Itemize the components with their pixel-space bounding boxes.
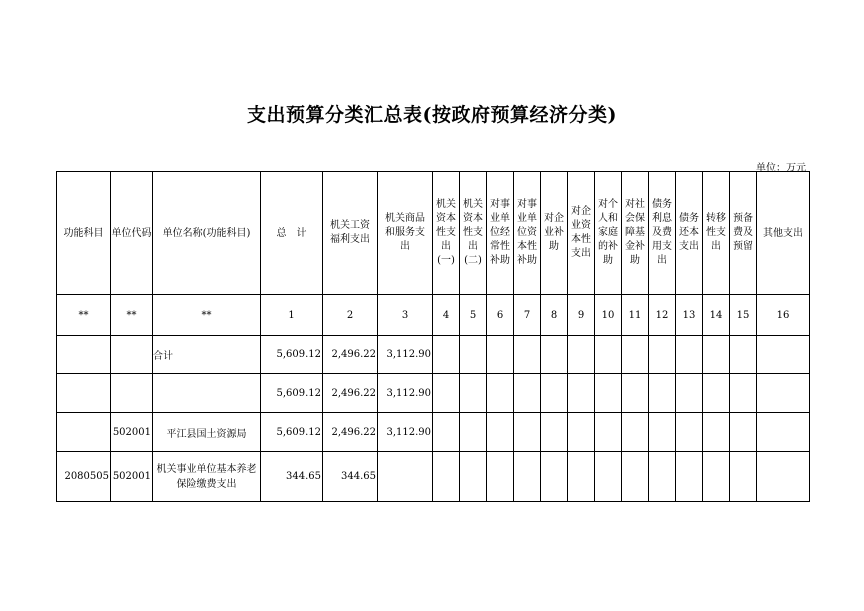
table-cell bbox=[676, 374, 703, 413]
unit-label: 单位：万元 bbox=[756, 163, 806, 174]
table-cell bbox=[757, 374, 810, 413]
table-cell bbox=[487, 336, 514, 374]
index-cell: 10 bbox=[595, 295, 622, 336]
table-cell bbox=[433, 413, 460, 452]
table-cell bbox=[514, 374, 541, 413]
table-cell: 5,609.12 bbox=[261, 413, 323, 452]
table-cell bbox=[595, 374, 622, 413]
table-cell bbox=[460, 336, 487, 374]
table-cell bbox=[514, 452, 541, 502]
table-cell bbox=[649, 413, 676, 452]
table-cell bbox=[487, 374, 514, 413]
budget-table bbox=[56, 171, 810, 502]
table-cell bbox=[433, 374, 460, 413]
header-reserve: 预备费及预留 bbox=[730, 172, 757, 295]
index-cell: 5 bbox=[460, 295, 487, 336]
table-cell bbox=[595, 413, 622, 452]
table-cell bbox=[649, 452, 676, 502]
table-cell bbox=[757, 413, 810, 452]
header-total: 总 计 bbox=[261, 172, 323, 295]
index-cell: 7 bbox=[514, 295, 541, 336]
index-cell: 13 bbox=[676, 295, 703, 336]
table-cell bbox=[153, 374, 261, 413]
table-cell: 5,609.12 bbox=[261, 336, 323, 374]
header-unit-code: 单位代码 bbox=[111, 172, 153, 295]
table-cell bbox=[730, 374, 757, 413]
header-capital-1: 机关资本性支出(一) bbox=[433, 172, 460, 295]
table-cell: 344.65 bbox=[261, 452, 323, 502]
table-cell bbox=[730, 336, 757, 374]
header-debt-principal: 债务还本支出 bbox=[676, 172, 703, 295]
index-cell: 9 bbox=[568, 295, 595, 336]
header-unit-name: 单位名称(功能科目) bbox=[153, 172, 261, 295]
header-func-subject: 功能科目 bbox=[57, 172, 111, 295]
index-cell: ** bbox=[57, 295, 111, 336]
header-other: 其他支出 bbox=[757, 172, 810, 295]
table-cell bbox=[703, 374, 730, 413]
table-cell bbox=[595, 336, 622, 374]
table-cell bbox=[730, 413, 757, 452]
table-cell bbox=[622, 336, 649, 374]
table-cell bbox=[757, 336, 810, 374]
table-cell bbox=[676, 413, 703, 452]
table-cell bbox=[57, 336, 111, 374]
table-cell bbox=[487, 452, 514, 502]
header-enterprise-subsidy: 对企业补助 bbox=[541, 172, 568, 295]
table-cell: 3,112.90 bbox=[378, 413, 433, 452]
table-row bbox=[57, 374, 810, 413]
page-title: 支出预算分类汇总表(按政府预算经济分类) bbox=[247, 104, 617, 126]
table-cell bbox=[730, 452, 757, 502]
table-cell bbox=[649, 374, 676, 413]
table-cell: 5,609.12 bbox=[261, 374, 323, 413]
index-cell: ** bbox=[153, 295, 261, 336]
table-cell bbox=[568, 374, 595, 413]
table-cell: 2,496.22 bbox=[323, 374, 378, 413]
table-cell bbox=[514, 413, 541, 452]
header-salary: 机关工资福利支出 bbox=[323, 172, 378, 295]
table-cell: 502001 bbox=[111, 413, 153, 452]
index-cell: 14 bbox=[703, 295, 730, 336]
table-cell bbox=[676, 452, 703, 502]
table-cell: 3,112.90 bbox=[378, 374, 433, 413]
table-cell bbox=[703, 413, 730, 452]
table-cell: 机关事业单位基本养老保险缴费支出 bbox=[153, 452, 261, 502]
header-enterprise-capital: 对企业资本性支出 bbox=[568, 172, 595, 295]
table-cell bbox=[595, 452, 622, 502]
header-debt-interest: 债务利息及费用支出 bbox=[649, 172, 676, 295]
table-cell: 344.65 bbox=[323, 452, 378, 502]
table-cell bbox=[541, 374, 568, 413]
index-cell: 15 bbox=[730, 295, 757, 336]
table-cell: 3,112.90 bbox=[378, 336, 433, 374]
header-transfer: 转移性支出 bbox=[703, 172, 730, 295]
table-row bbox=[57, 452, 810, 502]
index-cell: 16 bbox=[757, 295, 810, 336]
table-cell bbox=[568, 452, 595, 502]
index-row bbox=[57, 295, 810, 336]
table-cell bbox=[460, 374, 487, 413]
index-cell: 4 bbox=[433, 295, 460, 336]
table-cell bbox=[433, 336, 460, 374]
table-cell bbox=[514, 336, 541, 374]
table-cell bbox=[568, 413, 595, 452]
header-inst-capital: 对事业单位资本性补助 bbox=[514, 172, 541, 295]
table-cell bbox=[622, 452, 649, 502]
table-cell bbox=[433, 452, 460, 502]
header-social-security: 对社会保障基金补助 bbox=[622, 172, 649, 295]
table-cell bbox=[541, 452, 568, 502]
table-cell bbox=[541, 413, 568, 452]
index-cell: 11 bbox=[622, 295, 649, 336]
index-cell: 12 bbox=[649, 295, 676, 336]
table-cell bbox=[622, 413, 649, 452]
table-cell bbox=[57, 374, 111, 413]
table-cell: 2,496.22 bbox=[323, 413, 378, 452]
table-row bbox=[57, 413, 810, 452]
table-cell: 合计 bbox=[153, 336, 261, 374]
table-cell bbox=[757, 452, 810, 502]
table-row bbox=[57, 336, 810, 374]
index-cell: 2 bbox=[323, 295, 378, 336]
index-cell: 1 bbox=[261, 295, 323, 336]
header-inst-recurrent: 对事业单位经常性补助 bbox=[487, 172, 514, 295]
index-cell: 8 bbox=[541, 295, 568, 336]
table-cell bbox=[460, 452, 487, 502]
table-cell bbox=[111, 336, 153, 374]
index-cell: 3 bbox=[378, 295, 433, 336]
table-cell bbox=[568, 336, 595, 374]
header-goods-services: 机关商品和服务支出 bbox=[378, 172, 433, 295]
table-cell bbox=[460, 413, 487, 452]
table-cell bbox=[541, 336, 568, 374]
table-cell bbox=[703, 336, 730, 374]
index-cell: 6 bbox=[487, 295, 514, 336]
table-cell bbox=[622, 374, 649, 413]
index-cell: ** bbox=[111, 295, 153, 336]
table-body bbox=[57, 295, 810, 502]
table-cell: 2080505 bbox=[57, 452, 111, 502]
header-capital-2: 机关资本性支出(二) bbox=[460, 172, 487, 295]
header-household: 对个人和家庭的补助 bbox=[595, 172, 622, 295]
table-cell: 502001 bbox=[111, 452, 153, 502]
table-cell bbox=[676, 336, 703, 374]
table-cell bbox=[649, 336, 676, 374]
table-cell: 平江县国土资源局 bbox=[153, 413, 261, 452]
table-cell bbox=[57, 413, 111, 452]
table-cell bbox=[487, 413, 514, 452]
table-cell bbox=[378, 452, 433, 502]
table-cell: 2,496.22 bbox=[323, 336, 378, 374]
table-cell bbox=[111, 374, 153, 413]
table-cell bbox=[703, 452, 730, 502]
